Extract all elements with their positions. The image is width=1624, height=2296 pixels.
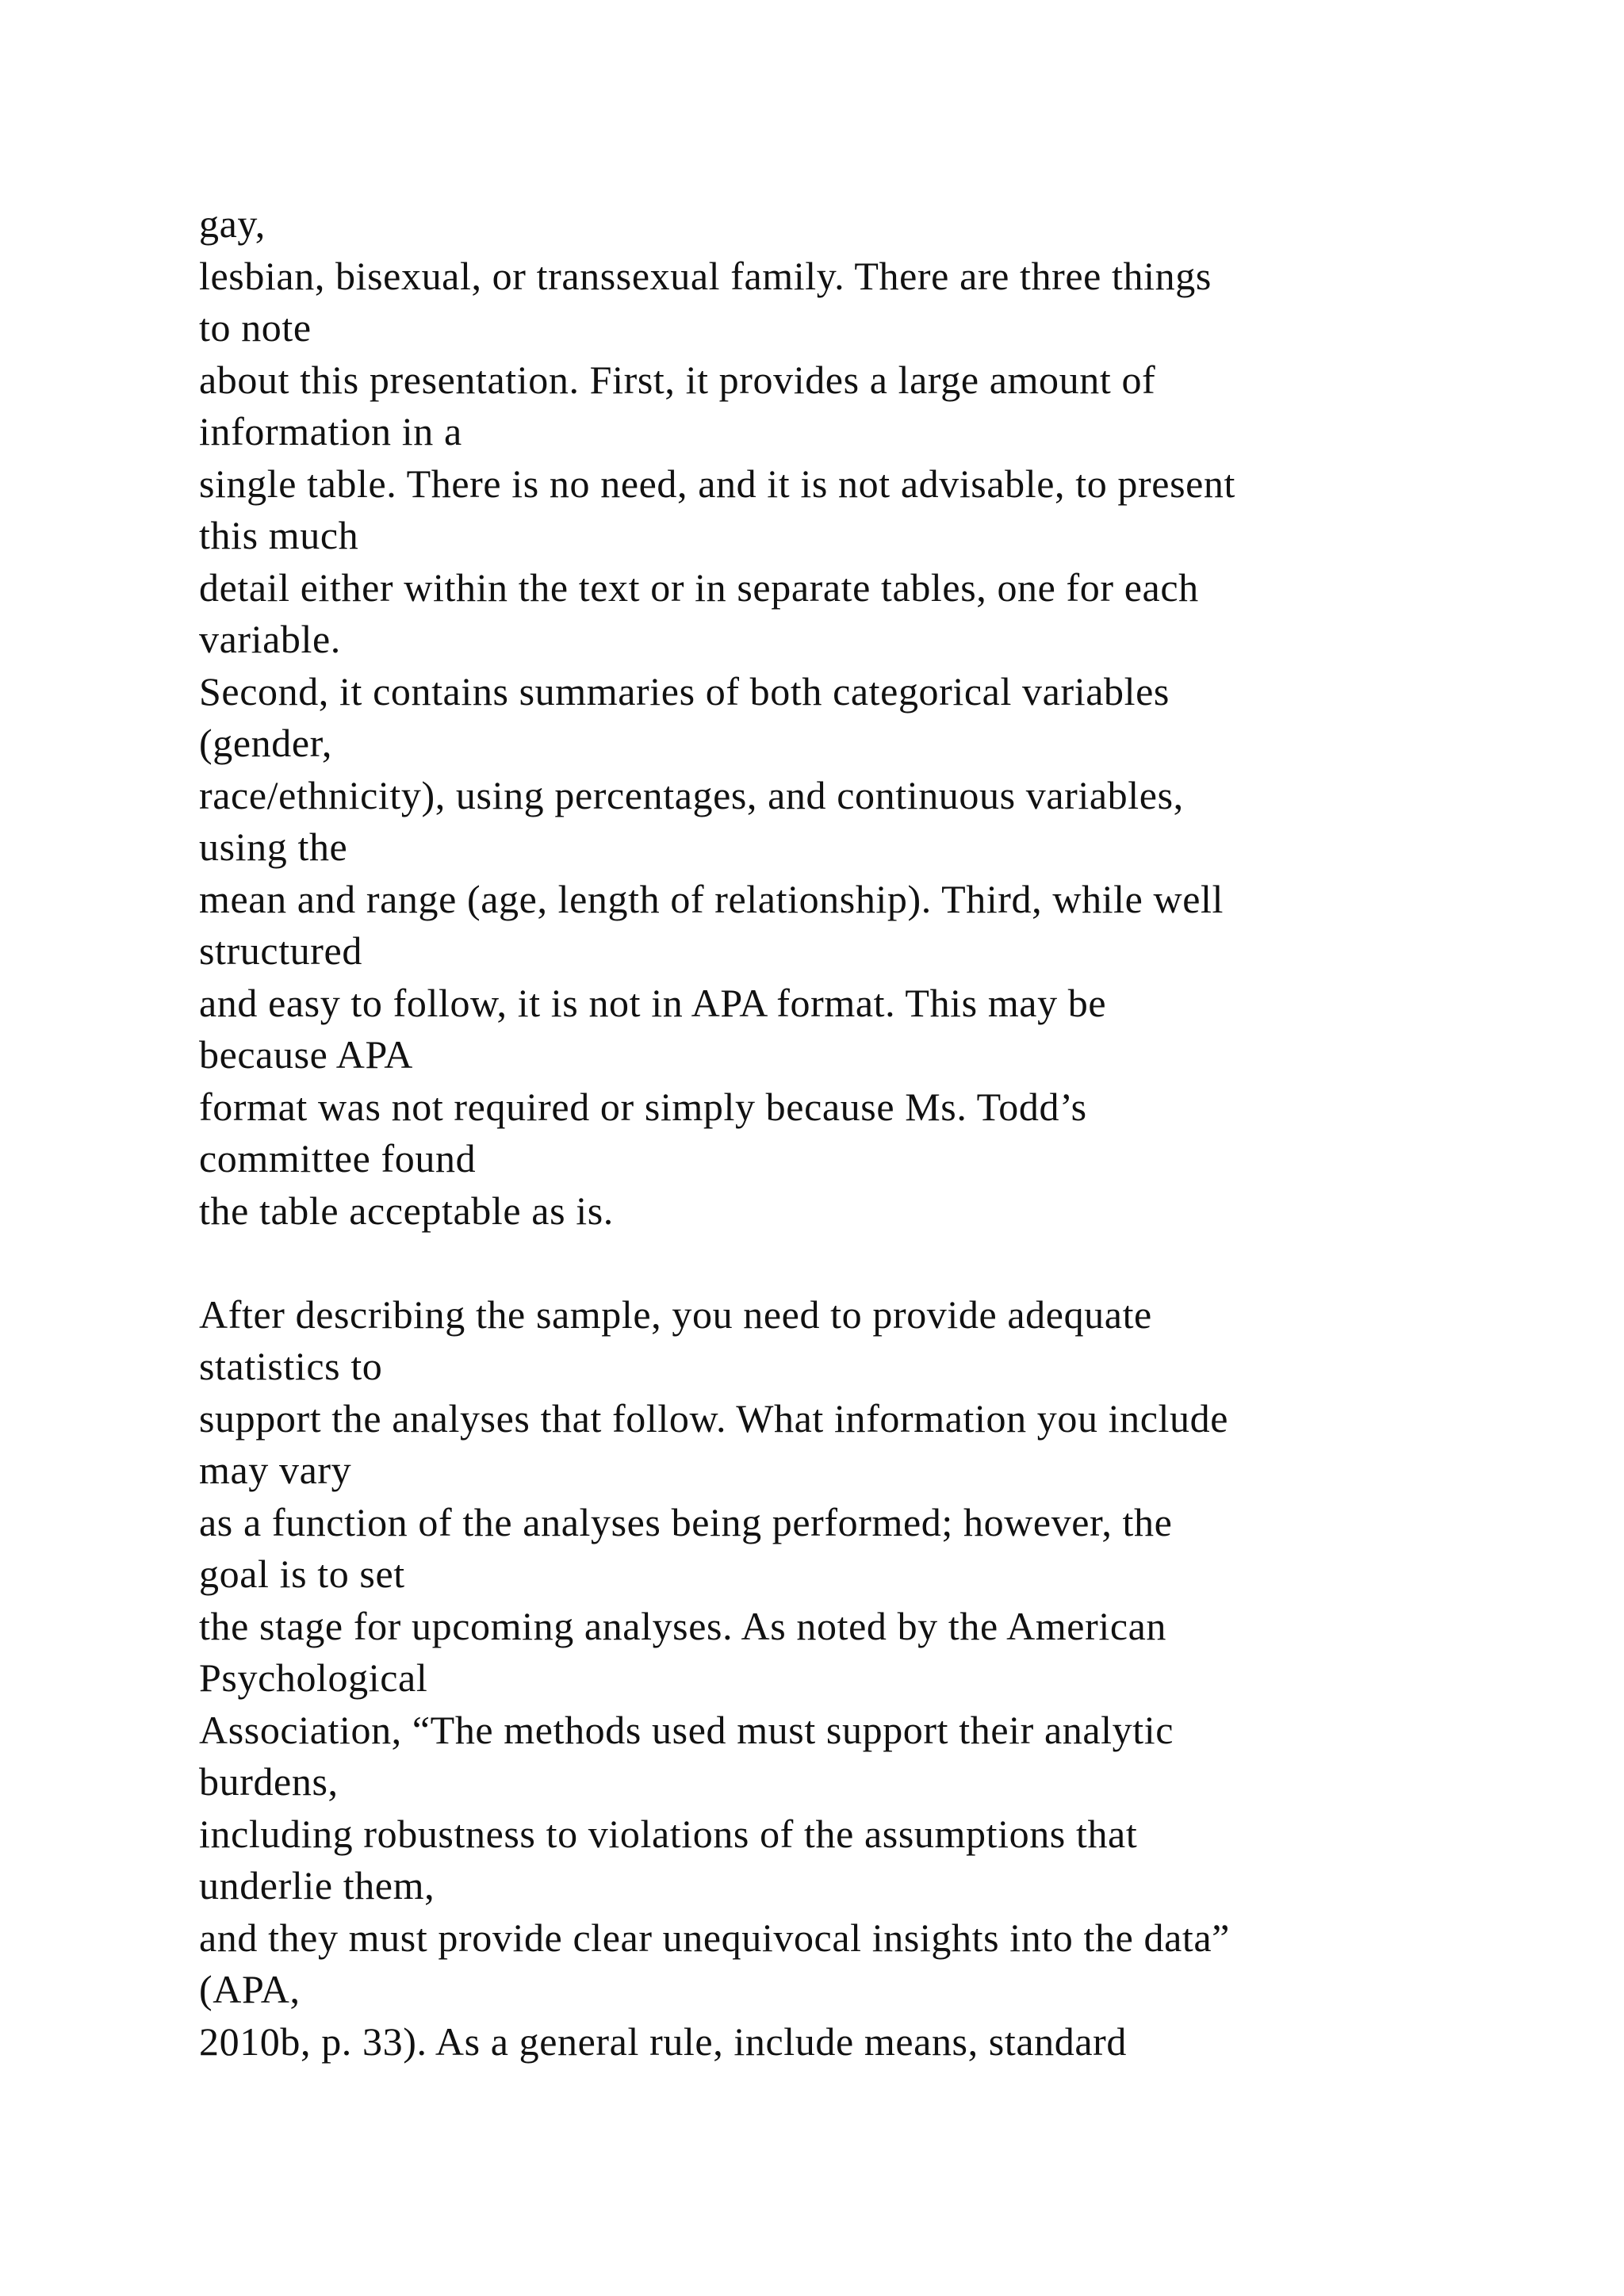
text-line: to note <box>199 305 312 350</box>
text-line: Psychological <box>199 1655 428 1700</box>
text-line: Second, it contains summaries of both categorical variables <box>199 668 1170 714</box>
text-line: may vary <box>199 1448 352 1492</box>
text-line: using the <box>199 825 348 869</box>
text-line: After describing the sample, you need to provide adequate <box>199 1292 1152 1337</box>
text-line: 2010b, p. 33). As a general rule, include means, standard <box>199 2019 1127 2064</box>
paragraph-break <box>199 1237 1547 1289</box>
text-line: detail either within the text or in separate tables, one for each <box>199 564 1199 610</box>
text-line: including robustness to violations of the assumptions that <box>199 1811 1138 1856</box>
text-line: burdens, <box>199 1759 339 1804</box>
text-line: as a function of the analyses being performed; however, the <box>199 1499 1173 1544</box>
document-body-text <box>199 198 1547 2068</box>
text-line: the stage for upcoming analyses. As noted by the American <box>199 1603 1167 1648</box>
paragraph-1 <box>199 198 1547 1237</box>
text-line: information in a <box>199 409 462 453</box>
text-line: about this presentation. First, it provides a large amount of <box>199 357 1156 402</box>
text-line: because APA <box>199 1032 414 1077</box>
text-line: (APA, <box>199 1967 301 2011</box>
text-line: and they must provide clear unequivocal insights into the data” <box>199 1915 1230 1960</box>
text-line: structured <box>199 928 362 973</box>
text-line: (gender, <box>199 721 332 765</box>
text-line: statistics to <box>199 1344 383 1388</box>
text-line: support the analyses that follow. What information you include <box>199 1395 1229 1441</box>
paragraph-2 <box>199 1289 1547 2068</box>
text-line: Association, “The methods used must support their analytic <box>199 1707 1174 1752</box>
text-line: variable. <box>199 617 341 661</box>
text-line: committee found <box>199 1136 477 1181</box>
text-line: mean and range (age, length of relationship). Third, while well <box>199 876 1224 921</box>
text-line: and easy to follow, it is not in APA format. This may be <box>199 980 1107 1025</box>
text-line: single table. There is no need, and it is not advisable, to present <box>199 461 1236 506</box>
text-line: this much <box>199 513 359 557</box>
text-line: goal is to set <box>199 1552 405 1596</box>
text-line: underlie them, <box>199 1863 435 1908</box>
text-line: format was not required or simply because Ms. Todd’s <box>199 1084 1087 1129</box>
text-line: lesbian, bisexual, or transsexual family. There are three things <box>199 253 1212 298</box>
text-line: the table acceptable as is. <box>199 1188 614 1233</box>
text-line: race/ethnicity), using percentages, and continuous variables, <box>199 772 1184 817</box>
text-line: gay, <box>199 201 266 246</box>
